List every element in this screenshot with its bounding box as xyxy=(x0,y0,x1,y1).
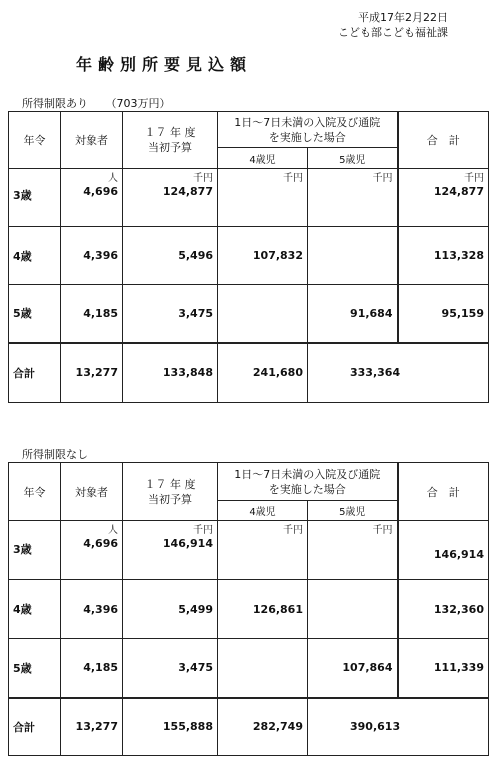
table1-header-budget: １７ 年 度 当初予算 xyxy=(123,112,218,169)
table-row xyxy=(9,285,489,343)
table-row xyxy=(9,639,489,698)
table2-caption-block xyxy=(22,446,88,462)
table1-cell-age4 xyxy=(218,285,308,343)
table2-caption: 所得制限なし xyxy=(22,448,88,461)
table1-cell-target: 4,396 xyxy=(61,227,123,285)
table-row xyxy=(9,227,489,285)
table2-header-budget: １７ 年 度 当初予算 xyxy=(123,463,218,521)
table2-cell-age5 xyxy=(308,580,398,639)
table2-header-total: 合 計 xyxy=(398,463,489,521)
table1-cell-total: 千円 124,877 xyxy=(398,169,489,227)
department-name: こども部こども福祉課 xyxy=(338,26,448,39)
table1-sum-target: 13,277 xyxy=(61,343,123,403)
table2-sum-target: 13,277 xyxy=(61,698,123,756)
document-date: 平成17年2月22日 xyxy=(358,11,448,24)
table1-cell-age5: 91,684 xyxy=(308,285,398,343)
table2-sum-label: 合計 xyxy=(9,698,61,756)
table1-cell-age5 xyxy=(308,227,398,285)
table1-sum-total: 333,364 xyxy=(308,343,489,403)
table2-sum-age4: 282,749 xyxy=(218,698,308,756)
table1-sum-age4: 241,680 xyxy=(218,343,308,403)
table2-cell-age4: 126,861 xyxy=(218,580,308,639)
table2-cell-age4 xyxy=(218,639,308,698)
table1-row-age: 4歳 xyxy=(9,227,61,285)
table1-sum-row xyxy=(9,343,489,403)
table1-sum-budget: 133,848 xyxy=(123,343,218,403)
table2-cell-total: 111,339 xyxy=(398,639,489,698)
table1-cell-target: 人 4,696 xyxy=(61,169,123,227)
table1-cell-target: 4,185 xyxy=(61,285,123,343)
table2-cell-age4: 千円 xyxy=(218,521,308,580)
table1-sum-label: 合計 xyxy=(9,343,61,403)
table2-sum-total: 390,613 xyxy=(308,698,489,756)
table1 xyxy=(8,111,489,403)
table2-cell-budget: 千円 146,914 xyxy=(123,521,218,580)
table1-header-age5: 5歳児 xyxy=(308,148,398,169)
table2-header-age4: 4歳児 xyxy=(218,501,308,521)
table1-cell-total: 95,159 xyxy=(398,285,489,343)
table2-row-age: 4歳 xyxy=(9,580,61,639)
table1-cell-age4: 千円 xyxy=(218,169,308,227)
table1-header-age: 年令 xyxy=(9,112,61,169)
table1-header-hospital: 1日～7日未満の入院及び通院 を実施した場合 xyxy=(218,112,398,148)
table2-cell-age5: 千円 xyxy=(308,521,398,580)
table2-cell-target: 4,396 xyxy=(61,580,123,639)
table2-cell-budget: 3,475 xyxy=(123,639,218,698)
table2-header-age5: 5歳児 xyxy=(308,501,398,521)
table1-row-age: 3歳 xyxy=(9,169,61,227)
table2-cell-total: 132,360 xyxy=(398,580,489,639)
table1-caption-block xyxy=(22,95,171,111)
table1-row-age: 5歳 xyxy=(9,285,61,343)
table1-caption-note: （703万円） xyxy=(105,97,171,110)
table2-cell-target: 人 4,696 xyxy=(61,521,123,580)
table2-cell-age5: 107,864 xyxy=(308,639,398,698)
table1-cell-total: 113,328 xyxy=(398,227,489,285)
table2-row-age: 3歳 xyxy=(9,521,61,580)
table2-header-target: 対象者 xyxy=(61,463,123,521)
table2-row-age: 5歳 xyxy=(9,639,61,698)
table2-sum-budget: 155,888 xyxy=(123,698,218,756)
table2-cell-budget: 5,499 xyxy=(123,580,218,639)
document-date-block xyxy=(338,10,448,40)
table-row xyxy=(9,521,489,580)
table-row xyxy=(9,580,489,639)
table1-cell-budget: 千円 124,877 xyxy=(123,169,218,227)
table1-header-target: 対象者 xyxy=(61,112,123,169)
table1-cell-budget: 5,496 xyxy=(123,227,218,285)
table-row xyxy=(9,169,489,227)
table1-header-age4: 4歳児 xyxy=(218,148,308,169)
table2-cell-total: 146,914 xyxy=(398,521,489,580)
table1-header-total: 合 計 xyxy=(398,112,489,169)
document-title: 年齢別所要見込額 xyxy=(76,55,253,74)
table2-sum-row xyxy=(9,698,489,756)
table1-caption: 所得制限あり xyxy=(22,97,88,110)
table1-cell-budget: 3,475 xyxy=(123,285,218,343)
table2-cell-target: 4,185 xyxy=(61,639,123,698)
table1-cell-age5: 千円 xyxy=(308,169,398,227)
table2-header-hospital: 1日～7日未満の入院及び通院 を実施した場合 xyxy=(218,463,398,501)
table2-header-age: 年令 xyxy=(9,463,61,521)
table1-cell-age4: 107,832 xyxy=(218,227,308,285)
table2 xyxy=(8,462,489,756)
